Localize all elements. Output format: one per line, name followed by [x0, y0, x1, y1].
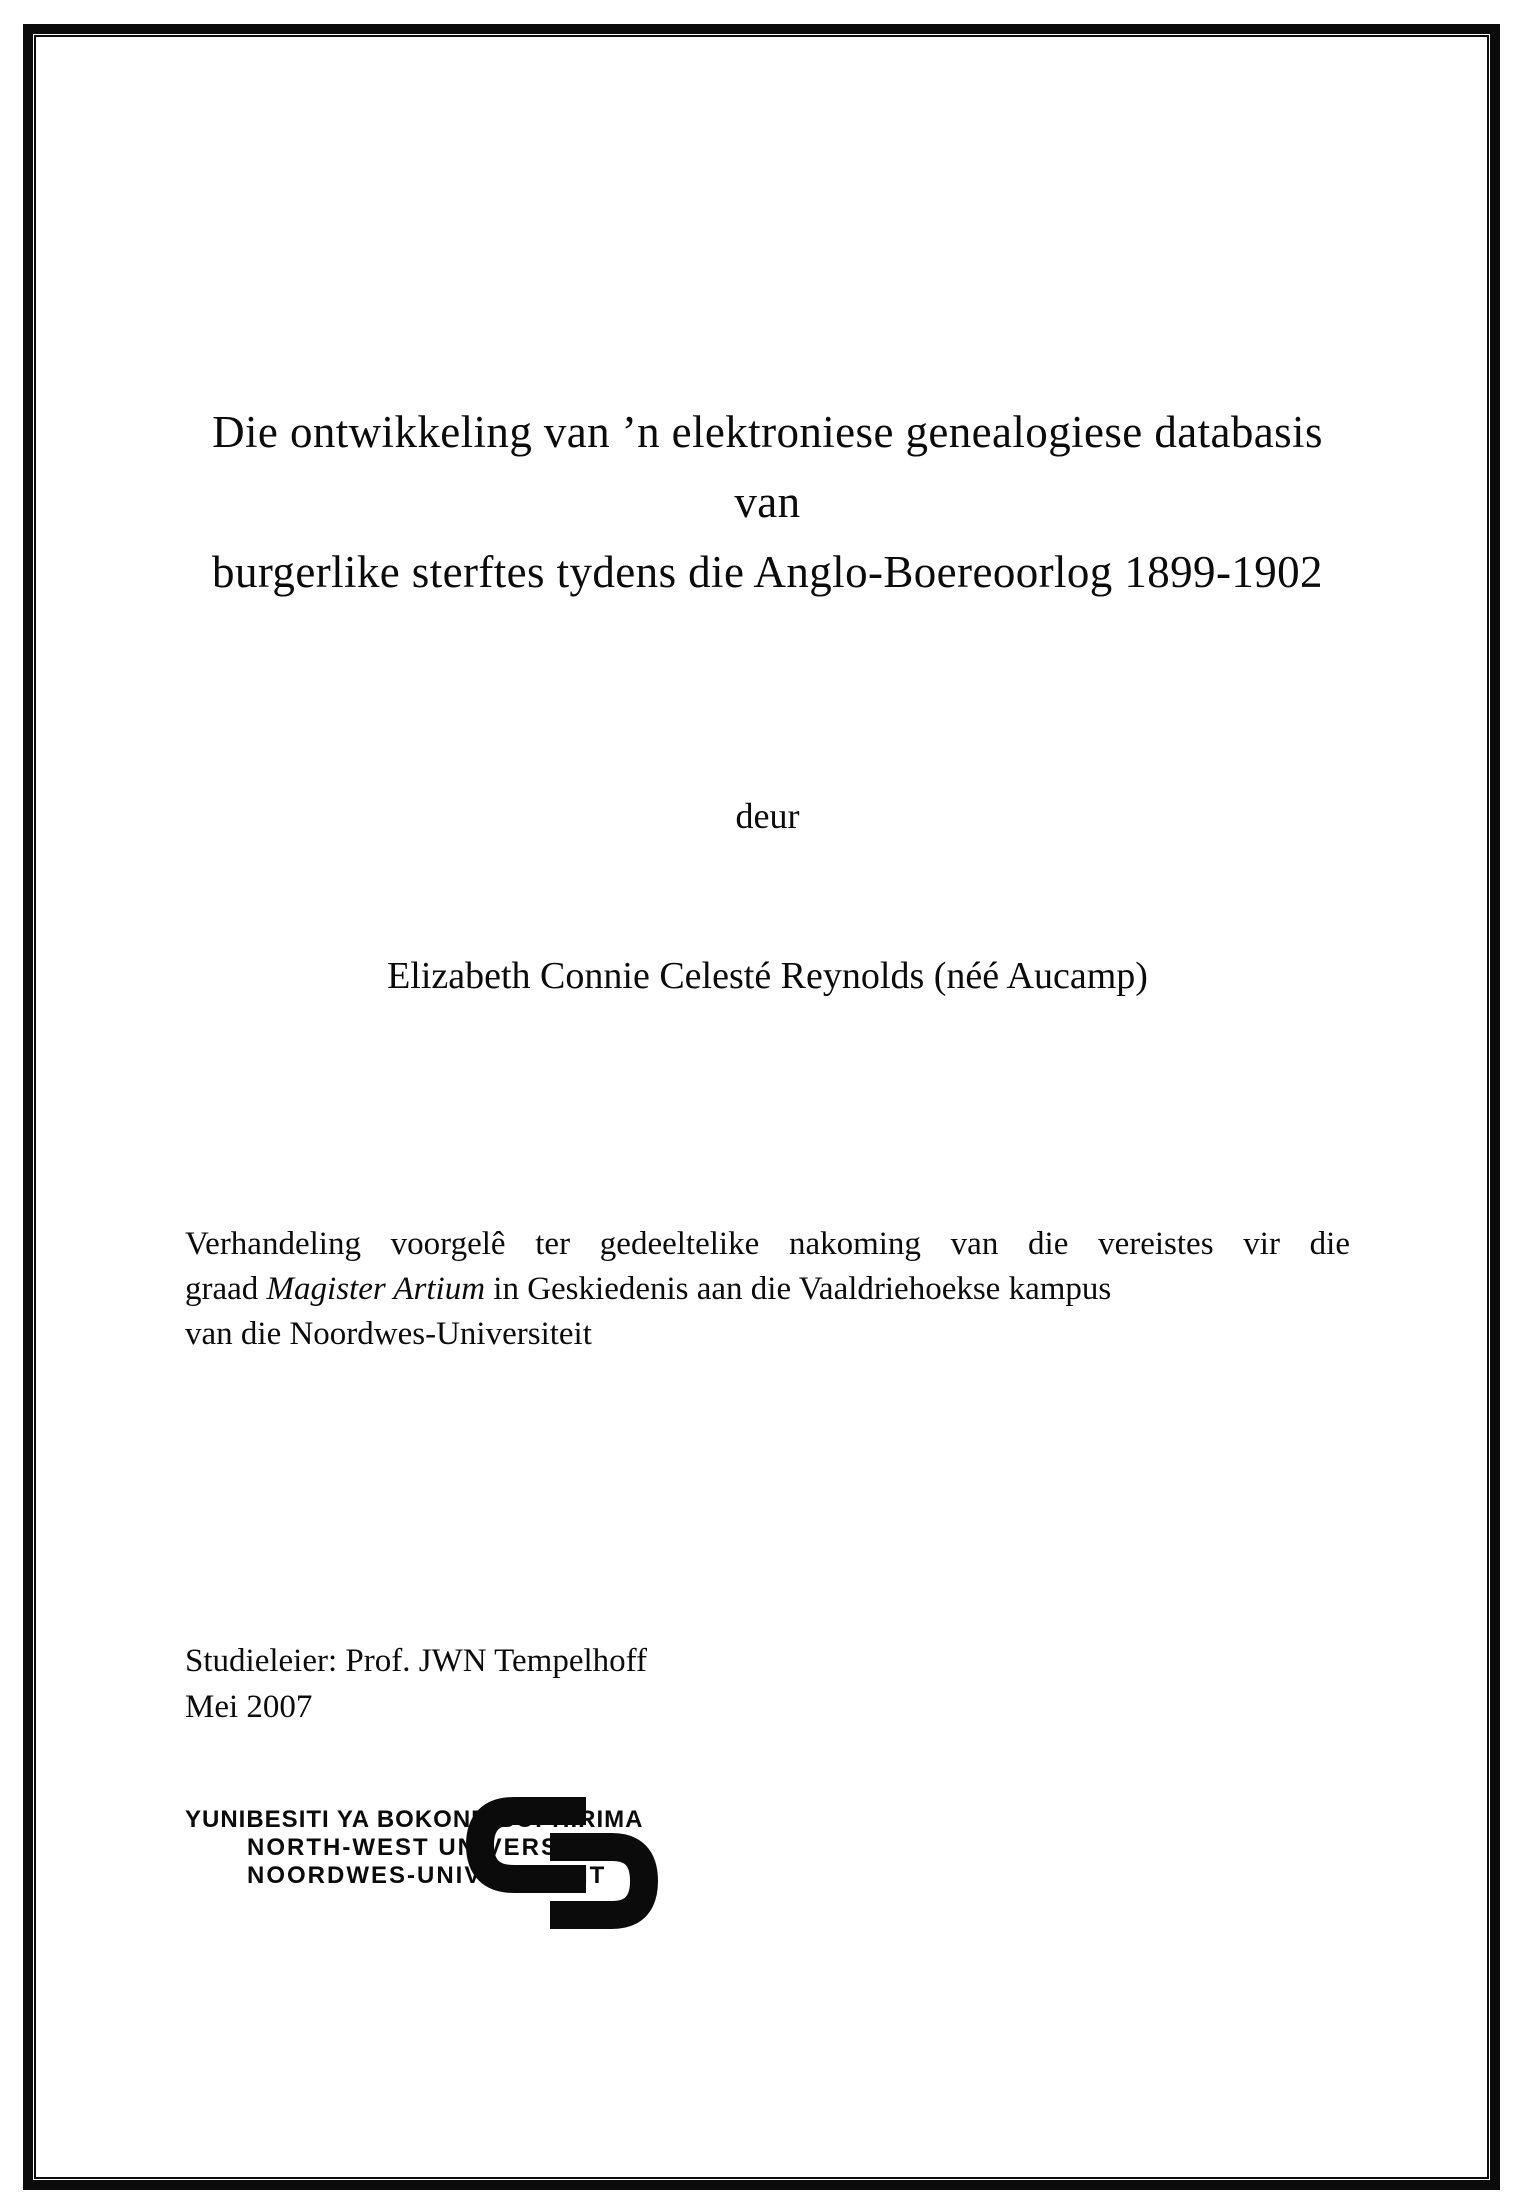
page-content: [185, 0, 1350, 2206]
university-name-english: NORTH-WEST UNIVERSITY: [247, 1834, 603, 1861]
degree-statement-line2: [185, 1267, 1350, 1312]
degree-statement-line3: van die Noordwes-Universiteit: [185, 1316, 592, 1352]
degree-statement-line1: Verhandeling voorgelê ter gedeeltelike nakoming van die vereistes vir die: [185, 1226, 1350, 1262]
byline-label: deur: [735, 796, 800, 836]
supervisor-line: Studieleier: Prof. JWN Tempelhoff: [185, 1643, 648, 1679]
author-name: Elizabeth Connie Celesté Reynolds (néé Aucamp): [387, 955, 1148, 997]
university-logo-text: [185, 1806, 1350, 1890]
university-name-afrikaans: NOORDWES-UNIVERSITEIT: [247, 1862, 607, 1889]
thesis-title-line1: Die ontwikkeling van ’n elektroniese genealogiese databasis van: [212, 407, 1323, 527]
university-name-setswana: YUNIBESITI YA BOKONE-BOPHIRIMA: [185, 1806, 644, 1833]
supervisor-block: [185, 1638, 1350, 1730]
degree-name-italic: Magister Artium: [266, 1271, 486, 1307]
degree-statement: [185, 1222, 1350, 1357]
thesis-title-line2: burgerlike sterftes tydens die Anglo-Boereoorlog 1899-1902: [212, 547, 1323, 597]
thesis-title: [185, 397, 1350, 607]
degree-statement-line2-suffix: in Geskiedenis aan die Vaaldriehoekse kampus: [485, 1271, 1112, 1307]
degree-statement-line2-prefix: graad: [185, 1271, 267, 1307]
date-line: Mei 2007: [185, 1689, 313, 1725]
